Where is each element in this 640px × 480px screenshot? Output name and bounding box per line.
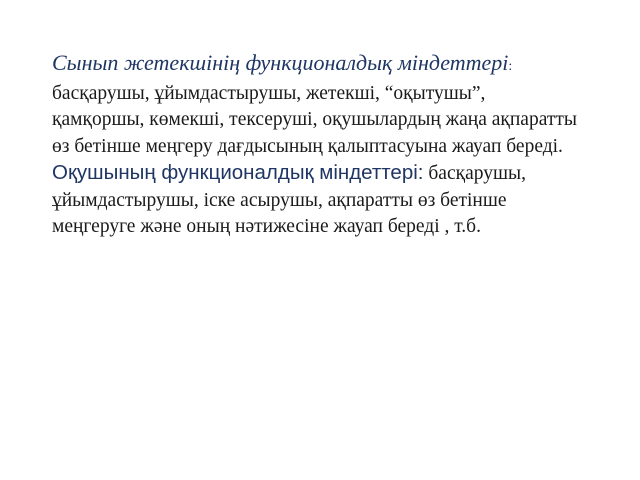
teacher-duties-paragraph xyxy=(52,50,582,160)
student-duties-paragraph xyxy=(52,160,582,241)
slide-content xyxy=(52,50,582,241)
teacher-duties-heading: Сынып жетекшінің функционалдық міндеттері xyxy=(52,50,509,75)
student-duties-heading: Оқушының функционалдық міндеттері xyxy=(52,161,418,184)
student-duties-separator: : xyxy=(417,161,424,184)
teacher-duties-text: басқарушы, ұйымдастырушы, жетекші, “оқытушы”, қамқоршы, көмекші, тексеруші, оқушылардың жаңа ақпаратты өз бетінше меңгеру дағдысының қалыптасуына жауап береді. xyxy=(52,82,577,157)
student-duties-text: басқарушы, ұйымдастырушы, іске асырушы, ақпаратты өз бетінше меңгеруге және оның нәтижесіне жауап береді , т.б. xyxy=(52,163,526,237)
teacher-duties-separator: : xyxy=(508,59,513,74)
